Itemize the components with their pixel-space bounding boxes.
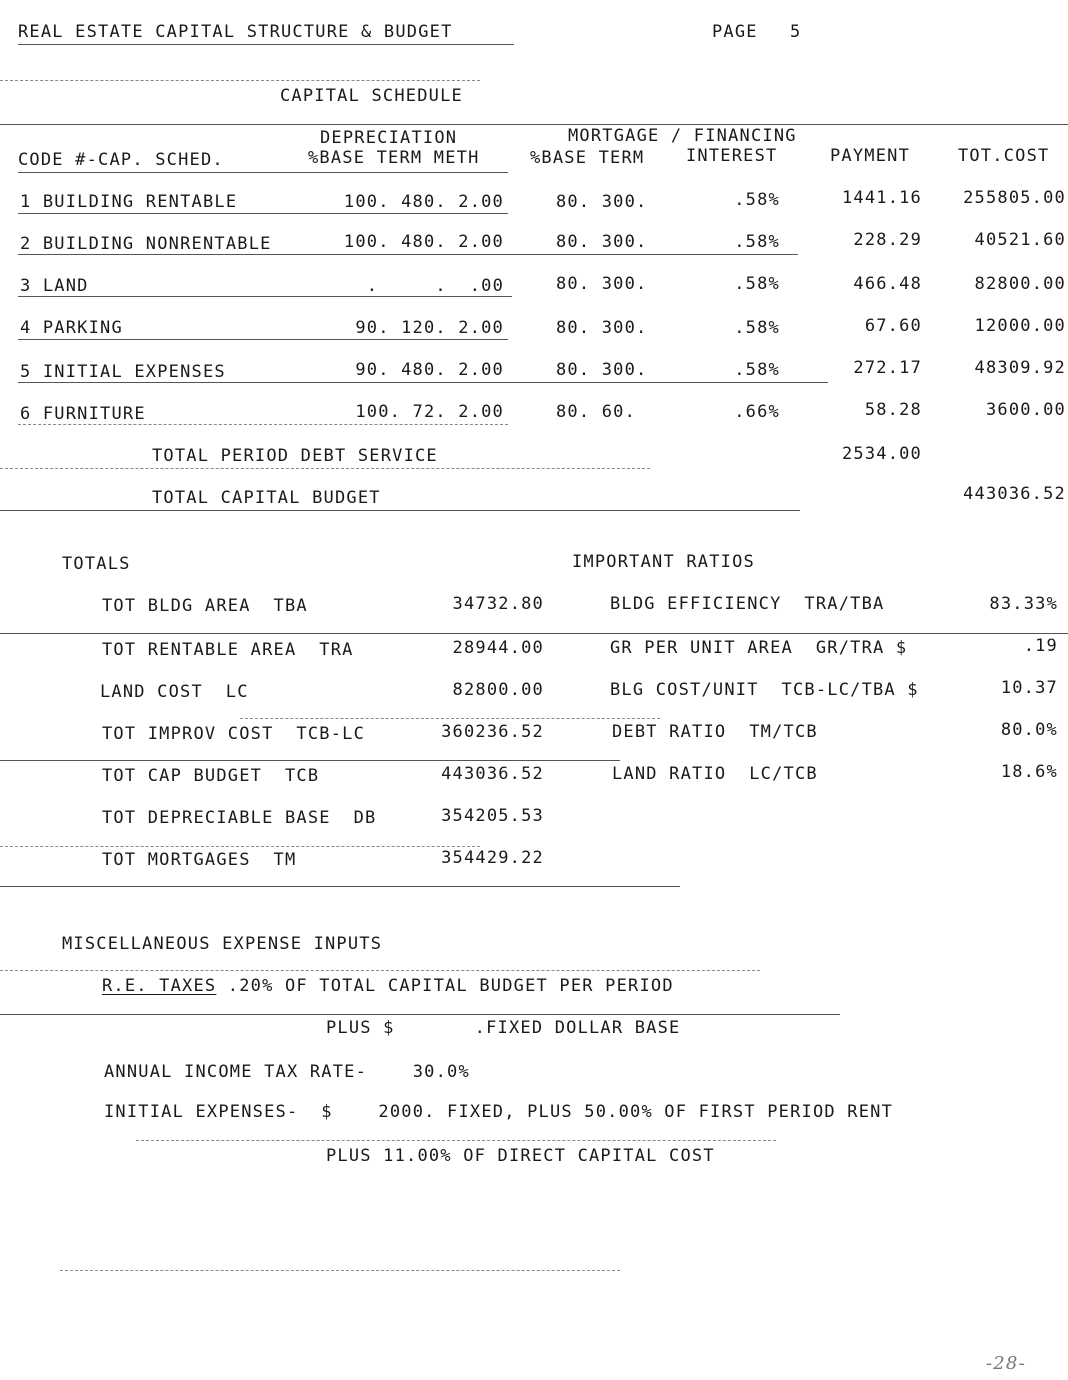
totals-label: TOT CAP BUDGET TCB	[102, 766, 320, 786]
row-payment: 58.28	[864, 400, 922, 420]
row-depreciation: 100. 480. 2.00	[343, 232, 504, 252]
ratio-label: BLDG EFFICIENCY TRA/TBA	[610, 594, 885, 614]
row-interest: .66%	[734, 402, 780, 422]
misc-title: MISCELLANEOUS EXPENSE INPUTS	[62, 934, 383, 954]
ratio-label: LAND RATIO LC/TCB	[612, 764, 818, 784]
mortgage-group-header: MORTGAGE / FINANCING	[568, 126, 797, 146]
totals-label: TOT MORTGAGES TM	[102, 850, 297, 870]
row-payment: 1441.16	[841, 188, 922, 208]
ratio-value: 18.6%	[1000, 762, 1058, 782]
row-rule	[18, 254, 798, 255]
ratio-value: 83.33%	[989, 594, 1058, 614]
ratio-value: 80.0%	[1000, 720, 1058, 740]
column-header-code: CODE #-CAP. SCHED.	[18, 150, 224, 170]
row-code: 6 FURNITURE	[20, 404, 146, 424]
row-interest: .58%	[734, 274, 780, 294]
row-code: 4 PARKING	[20, 318, 123, 338]
row-mortgage: 80. 300.	[556, 192, 648, 212]
row-payment: 466.48	[853, 274, 922, 294]
total-debt-service-value: 2534.00	[841, 444, 922, 464]
page-number: 5	[790, 22, 802, 42]
row-code: 2 BUILDING NONRENTABLE	[20, 234, 272, 254]
totals-label: TOT IMPROV COST TCB-LC	[102, 724, 366, 744]
row-depreciation: 100. 480. 2.00	[343, 192, 504, 212]
row-mortgage: 80. 300.	[556, 232, 648, 252]
row-totcost: 3600.00	[985, 400, 1066, 420]
divider	[0, 80, 480, 81]
totals-value: 360236.52	[441, 722, 544, 742]
divider	[0, 124, 1068, 125]
row-interest: .58%	[734, 318, 780, 338]
total-capital-budget-value: 443036.52	[963, 484, 1066, 504]
divider	[136, 1140, 776, 1141]
initial-expenses: INITIAL EXPENSES- $ 2000. FIXED, PLUS 50.00% OF FIRST PERIOD RENT	[104, 1102, 894, 1122]
totals-value: 354429.22	[441, 848, 544, 868]
row-payment: 67.60	[864, 316, 922, 336]
row-rule	[18, 296, 512, 297]
row-rule	[18, 424, 508, 425]
row-totcost: 12000.00	[974, 316, 1066, 336]
page-label: PAGE	[712, 22, 758, 42]
totals-label: TOT RENTABLE AREA TRA	[102, 640, 354, 660]
re-taxes-label: R.E. TAXES	[102, 976, 217, 996]
row-depreciation: 90. 120. 2.00	[355, 318, 504, 338]
header-underline	[18, 172, 508, 173]
page-mark: -28-	[986, 1353, 1026, 1374]
totals-value: 82800.00	[452, 680, 544, 700]
ratio-value: .19	[1023, 636, 1058, 656]
document-title: REAL ESTATE CAPITAL STRUCTURE & BUDGET	[18, 22, 453, 42]
totals-value: 34732.80	[452, 594, 544, 614]
plus-direct-capital-cost: PLUS 11.00% OF DIRECT CAPITAL COST	[326, 1146, 715, 1166]
totals-value: 443036.52	[441, 764, 544, 784]
row-depreciation: . . .00	[366, 276, 504, 296]
divider	[0, 1014, 840, 1015]
totals-label: TOT DEPRECIABLE BASE DB	[102, 808, 377, 828]
totals-title: TOTALS	[62, 554, 131, 574]
row-totcost: 255805.00	[963, 188, 1066, 208]
plus-fixed-base: PLUS $ .FIXED DOLLAR BASE	[326, 1018, 681, 1038]
totals-value: 28944.00	[452, 638, 544, 658]
divider	[240, 718, 660, 719]
ratio-label: GR PER UNIT AREA GR/TRA $	[610, 638, 908, 658]
row-mortgage: 80. 60.	[556, 402, 637, 422]
row-code: 1 BUILDING RENTABLE	[20, 192, 238, 212]
divider	[0, 886, 680, 887]
row-interest: .58%	[734, 360, 780, 380]
row-mortgage: 80. 300.	[556, 274, 648, 294]
title-underline	[18, 44, 514, 45]
ratios-title: IMPORTANT RATIOS	[572, 552, 755, 572]
row-depreciation: 100. 72. 2.00	[355, 402, 504, 422]
row-interest: .58%	[734, 190, 780, 210]
row-rule	[18, 213, 508, 214]
divider	[0, 846, 480, 847]
re-taxes-line	[102, 976, 674, 996]
totals-value: 354205.53	[441, 806, 544, 826]
total-capital-budget-label: TOTAL CAPITAL BUDGET	[152, 488, 381, 508]
total-debt-service-label: TOTAL PERIOD DEBT SERVICE	[152, 446, 438, 466]
row-totcost: 40521.60	[974, 230, 1066, 250]
row-interest: .58%	[734, 232, 780, 252]
depreciation-group-header: DEPRECIATION	[320, 128, 458, 148]
income-tax-rate: ANNUAL INCOME TAX RATE- 30.0%	[104, 1062, 470, 1082]
totals-label: TOT BLDG AREA TBA	[102, 596, 308, 616]
column-header-interest: INTEREST	[686, 146, 778, 166]
column-header-mortgage: %BASE TERM	[530, 148, 645, 168]
ratio-label: BLG COST/UNIT TCB-LC/TBA $	[610, 680, 919, 700]
row-rule	[18, 339, 508, 340]
totals-label: LAND COST LC	[100, 682, 249, 702]
divider	[0, 760, 620, 761]
ratio-value: 10.37	[1000, 678, 1058, 698]
divider	[0, 510, 800, 511]
divider	[0, 468, 650, 469]
row-totcost: 48309.92	[974, 358, 1066, 378]
divider	[60, 1270, 620, 1271]
column-header-totcost: TOT.COST	[958, 146, 1050, 166]
column-header-depreciation: %BASE TERM METH	[308, 148, 480, 168]
row-code: 5 INITIAL EXPENSES	[20, 362, 226, 382]
row-mortgage: 80. 300.	[556, 318, 648, 338]
row-payment: 272.17	[853, 358, 922, 378]
row-depreciation: 90. 480. 2.00	[355, 360, 504, 380]
ratio-label: DEBT RATIO TM/TCB	[612, 722, 818, 742]
divider	[0, 633, 1068, 634]
column-header-payment: PAYMENT	[830, 146, 911, 166]
row-rule	[18, 382, 828, 383]
row-totcost: 82800.00	[974, 274, 1066, 294]
row-code: 3 LAND	[20, 276, 89, 296]
re-taxes-text: .20% OF TOTAL CAPITAL BUDGET PER PERIOD	[216, 976, 674, 996]
schedule-title: CAPITAL SCHEDULE	[280, 86, 463, 106]
divider	[0, 970, 760, 971]
row-mortgage: 80. 300.	[556, 360, 648, 380]
row-payment: 228.29	[853, 230, 922, 250]
